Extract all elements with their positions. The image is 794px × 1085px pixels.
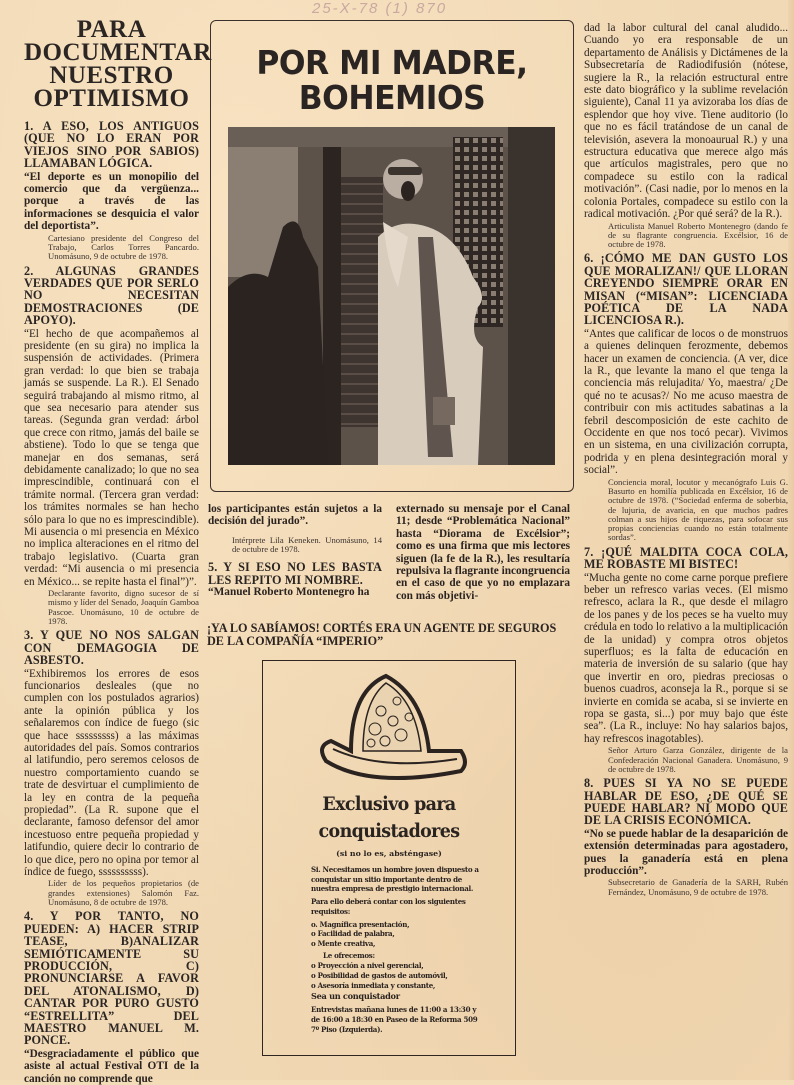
- item-quote: “Mucha gente no come carne porque prefiere beber un refresco varias veces. (El mismo refresco, aclara la R., que desde el milagro de los panes y de los peces se ha vuelto muy crédula en todo lo relativo a la multiplicación de la unidad) y compra otros objetos superfluos; es la falta de educación en materia de inversión de su salario (que hay que invertir en oro, piedras preciosas o buenos cuadros, aconseja la R., porque si se invierte en comida se acaba, si se invierte en ropa se gasta, si...) por muy bajo que éste sea”. (La R., incluye: No hay salarios bajos, hay refrescos inagotables).: [584, 571, 788, 745]
- section-title: [24, 16, 212, 112]
- item-7: [584, 546, 788, 774]
- item-4: [24, 910, 199, 1085]
- item-quote: “El hecho de que acompañemos al presidente (en su gira) no implica la suspensión de actividades. (Primera gran verdad: lo que bien se trabaja jamás se suspende. La R.). El Senado seguirá trabajando al mismo ritmo, al que sea necesario para atender sus tareas. (Segunda gran verdad: árbol que crece con ritmo, jamás del baile se abstiene). Todo lo que se tenga que manejar en dos semanas, será debidamente canalizado; lo que no sea imprescindible, continuará con el trámite normal. (Tercera gran verdad: los trámites normales se han hecho sólo para lo que no es imprescindible). Mi ausencia o mi presencia en México no implica alteraciones en el ritmo del trabajo legislativo. (Cuarta gran verdad: “Mi ausencia o mi presencia en México... se repite hasta el final”)”.: [24, 327, 199, 588]
- middle-column-left: [208, 503, 382, 599]
- item-3: [24, 629, 199, 907]
- item-credit: Declarante favorito, digno sucesor de sí mismo y líder del Senado, Joaquín Gamboa Pascoe. Unomásuno, 10 de octubre de 1978.: [48, 588, 199, 626]
- feature-photo: [228, 127, 555, 465]
- right-column: [584, 22, 788, 900]
- headline-line: BOHEMIOS: [298, 78, 486, 117]
- title-line: PARA: [76, 16, 147, 43]
- priest-photo-illustration: [228, 127, 555, 465]
- item-quote: “Desgraciadamente el público que asiste al actual Festival OTI de la canción no comprende que: [24, 1047, 199, 1085]
- item-5-quote-start: “Manuel Roberto Montenegro ha: [208, 586, 370, 599]
- left-column: [24, 16, 212, 1085]
- item-quote: “El deporte es un monopilio del comercio que da vergüenza... porque a través de las informaciones se desquicia el valor del deportista”.: [24, 170, 199, 233]
- ad-offer-intro: Le ofrecemos:: [323, 950, 375, 960]
- item-heading: 1. A ESO, LOS ANTIGUOS (QUE NO LO ERAN POR VIEJOS SINO POR SABIOS) LLAMABAN LÓGICA.: [24, 119, 199, 171]
- ad-requirement: o Mente creativa,: [311, 938, 376, 948]
- conquistador-helmet-icon: [311, 671, 471, 789]
- item-6: [584, 252, 788, 542]
- item-4-credit: Intérprete Lila Keneken. Unomásuno, 14 de octubre de 1978.: [232, 534, 382, 555]
- ad-body: [311, 865, 486, 1037]
- ad-title: [273, 791, 505, 845]
- item-heading: 6. ¡CÓMO ME DAN GUSTO LOS QUE MORALIZAN!/ QUE LLORAN CREYENDO SIEMPRE ORAR EN MISAN (“MISAN”: LICENCIADA POÉTICA DE LA NADA LICENCIOSA R.).: [584, 251, 788, 328]
- item-credit: Señor Arturo Garza González, dirigente de la Confederación Nacional Ganadera. Unomásuno, 9 de octubre de 1978.: [608, 745, 788, 774]
- ad-offer: o Posibilidad de gastos de automóvil,: [311, 971, 448, 981]
- item-5-quote-continuation: externado su mensaje por el Canal 11; desde “Problemática Nacional” hasta “Diorama de Excélsior”; como es una firma que mis lectores siguen (la fe de la R.), les resultaría repulsiva la flagrante incongruencia en el caso de que yo no emplazara con más objetivi-: [396, 503, 570, 602]
- item-1: [24, 120, 199, 262]
- title-line: NUESTRO: [49, 62, 174, 89]
- item-quote: “Antes que calificar de locos o de monstruos a quienes delinquen ferozmente, debemos hacer un examen de conciencia. (A ver, dice la R., que levante la mano el que tenga la conciencia más relujadita/ Yo, maestra/ ¿De qué no te acusas?/ No me acuso maestra de contribuir con mis actitudes sabatinas a la febril descomposición de este cachito de Occidente en que nos tocó pecar). Vivimos en un sistema, en una civilización corrupta, podrida y en plena desintegración moral y social”.: [584, 327, 788, 477]
- item-4-continuation: los participantes están sujetos a la decisión del jurado”.: [208, 503, 382, 528]
- item-credit: Líder de los pequeños propietarios (de grandes extensiones) Salomón Faz. Unomásuno, 8 de octubre de 1978.: [48, 878, 199, 908]
- conquistador-advertisement: [262, 660, 516, 1056]
- feature-headline: [220, 45, 564, 115]
- item-heading: 8. PUES SI YA NO SE PUEDE HABLAR DE ESO, ¿DE QUÉ SE PUEDE HABLAR? NI MODO QUE DE LA CRISIS ECONÓMICA.: [584, 776, 788, 828]
- title-line: OPTIMISMO: [33, 85, 190, 112]
- item-credit: Cartesiano presidente del Congreso del Trabajo, Carlos Torres Pancardo. Unomásuno, 9 de octubre de 1978.: [48, 232, 199, 262]
- item-heading: 7. ¡QUÉ MALDITA COCA COLA, ME ROBASTE MI BISTEC!: [584, 544, 788, 572]
- banner-headline: ¡YA LO SABÍAMOS! CORTÉS ERA UN AGENTE DE SEGUROS DE LA COMPAÑÍA “IMPERIO”: [207, 621, 557, 648]
- item-credit: Conciencia moral, locutor y mecanógrafo Luis G. Basurto en homilía publicada en Excélsior, 16 de octubre de 1978. (“Sociedad enferma de soberbia, de lujuria, de avaricia, en que muchos padres colman a sus hijos de riquezas, para sofocar sus propias conciencias cuando no están totalmente sordas”.: [608, 476, 788, 543]
- ad-title-line: Exclusivo para: [322, 793, 456, 815]
- handwritten-archive-note: 25-X-78 (1) 870: [312, 0, 448, 17]
- ad-intro: Si. Necesitamos un hombre joven dispuesto a conquistar un sitio importante dentro de nuestra empresa de prestigio internacional.: [311, 865, 479, 894]
- item-heading: 3. Y QUE NO NOS SALGAN CON DEMAGOGIA DE ASBESTO.: [24, 628, 199, 668]
- ad-call-to-action: Sea un conquistador: [311, 991, 400, 1002]
- item-2: [24, 265, 199, 627]
- ad-title-line: conquistadores: [318, 820, 460, 842]
- ad-offer: o Proyección a nivel gerencial,: [311, 961, 424, 971]
- ad-offers-list: [311, 961, 486, 990]
- item-quote: “Exhibiremos los errores de esos funcionarios desleales (que no cumplen con los postulados agrarios) ante la opinión pública y los señalaremos con índice de fuego (sic que hace sssssssss) a las máximas autoridades del país. Somos contrarios al latifundio, pero seremos celosos de nuestro comportamiento cuando se trate de desvirtuar el cumplimiento de la ley en contra de la pequeña propiedad”. (La R. supone que el declarante, famoso defensor del amor incestuoso entre pequeña propiedad y latifundio, quiere decir lo contrario de lo que dice, pero no opina por temor al índice de fuego, ssssssssss).: [24, 667, 199, 879]
- middle-column-right: [396, 503, 570, 602]
- item-8: [584, 777, 788, 897]
- item-heading: 4. Y POR TANTO, NO PUEDEN: A) HACER STRIP TEASE, B)ANALIZAR SEMIÓTICAMENTE SU PRODUCCIÓN, C) PRONUNCIARSE A FAVOR DEL ATONALISMO, D) CANTAR POR PURO GUSTO “ESTRELLITA” DEL MAESTRO MANUEL M. PONCE.: [24, 909, 199, 1048]
- ad-offer: o Asesoría inmediata y constante,: [311, 980, 436, 990]
- item-5-heading: 5. Y SI ESO NO LES BASTA LES REPITO MI NOMBRE.: [208, 560, 382, 587]
- ad-requirement: o. Magnífica presentación,: [311, 919, 410, 929]
- ad-requirement: o Facilidad de palabra,: [311, 929, 395, 939]
- item-quote: “No se puede hablar de la desaparición de extensión determinadas para agostadero, pues la ganadería está en plena producción”.: [584, 827, 788, 878]
- headline-line: POR MI MADRE,: [256, 43, 528, 82]
- item-heading: 2. ALGUNAS GRANDES VERDADES QUE POR SERLO NO NECESITAN DEMOSTRACIONES (DE APOYO).: [24, 263, 199, 328]
- ad-contact: Entrevistas mañana lunes de 11:00 a 13:30 y de 16:00 a 18:30 en Paseo de la Reforma 509 7º Piso (Izquierda).: [311, 1005, 478, 1034]
- page-edge: [788, 0, 794, 1080]
- item-5-continuation: dad la labor cultural del canal aludido... Cuando yo era responsable de un departamento de Análisis y Dictámenes de la Subsecretaría de Radiodifusión (nótese, sugiere la R., la relación estructural entre este dato biográfico y la sublime revelación siguiente), Canal 11 ya avizoraba los días de esplendor que hoy vive. Tiene auditorio (lo que no es fácil tratándose de un canal de televisión, asevera la monoaurual R.) y una estructura educativa que merece algo más que artículos magistrales, pero que no compadece su estilo con la radical motivación”. (Casi nadie, por lo menos en la colonia Portales, compadece su estilo con la radical motivación. ¿Por qué será? de la R.).: [584, 22, 788, 221]
- ad-subtitle: (si no lo es, absténgase): [336, 849, 442, 858]
- item-5-credit: Articulista Manuel Roberto Montenegro (dando fe de su flagrante congruencia. Excélsior, 16 de octubre de 1978.: [608, 220, 788, 250]
- ad-requirements-list: [311, 920, 486, 949]
- feature-box: [210, 20, 574, 492]
- ad-requirements-intro: Para ello deberá contar con los siguientes requisitos:: [311, 897, 466, 916]
- item-credit: Subsecretario de Ganadería de la SARH, Rubén Fernández, Unomásuno, 9 de octubre de 1978.: [608, 877, 788, 897]
- title-line: DOCUMENTAR: [24, 39, 212, 66]
